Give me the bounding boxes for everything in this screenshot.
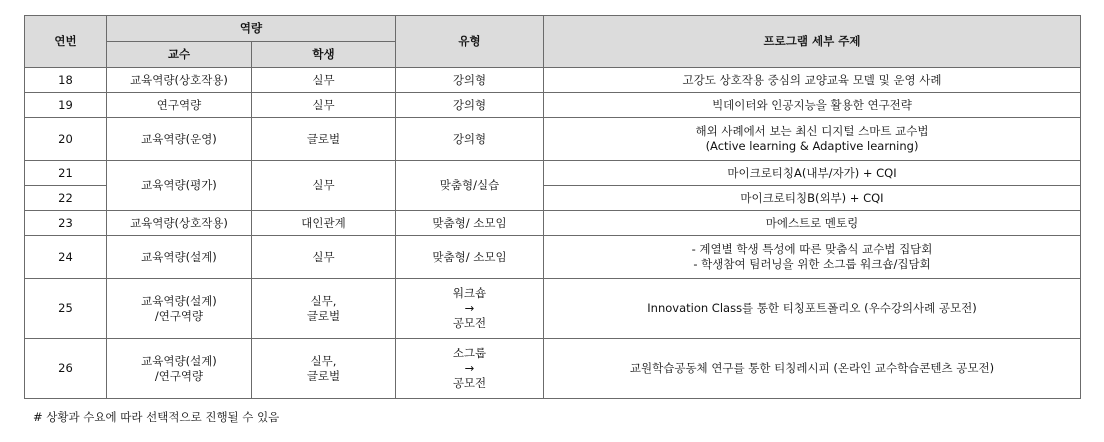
type-line: 공모전 [452, 316, 487, 330]
program-table [24, 15, 1081, 399]
topic-line: 해외 사례에서 보는 최신 디지털 스마트 교수법 [695, 124, 929, 138]
cell-topic: 교원학습공동체 연구를 통한 티칭레시피 (온라인 교수학습콘텐츠 공모전) [544, 339, 1081, 399]
cell-type: 강의형 [396, 93, 544, 118]
student-line: 글로벌 [306, 308, 341, 323]
type-line: 공모전 [452, 376, 487, 390]
footnote: # 상황과 수요에 따라 선택적으로 진행될 수 있음 [33, 410, 280, 424]
header-professor: 교수 [107, 42, 252, 68]
cell-no: 19 [25, 93, 107, 118]
type-line: 워크숍 [452, 286, 487, 300]
cell-type: 맞춤형/ 소모임 [396, 236, 544, 279]
student-line: 실무, [310, 353, 337, 368]
cell-type [396, 339, 544, 399]
cell-topic: Innovation Class를 통한 티칭포트폴리오 (우수강의사례 공모전) [544, 279, 1081, 339]
header-competency: 역량 [107, 16, 396, 42]
table-row [25, 118, 1081, 161]
table-row [25, 236, 1081, 279]
topic-line: - 계열별 학생 특성에 따른 맞춤식 교수법 집담회 [691, 242, 933, 256]
cell-student [252, 339, 396, 399]
cell-professor: 교육역량(상호작용) [107, 68, 252, 93]
cell-professor: 교육역량(상호작용) [107, 211, 252, 236]
table-row [25, 161, 1081, 186]
cell-topic: 빅데이터와 인공지능을 활용한 연구전략 [544, 93, 1081, 118]
cell-student: 실무 [252, 236, 396, 279]
professor-line: 교육역량(설계) [141, 293, 217, 308]
professor-line: /연구역량 [154, 308, 204, 323]
table-row [25, 68, 1081, 93]
table-row [25, 93, 1081, 118]
cell-type: 강의형 [396, 118, 544, 161]
cell-type: 맞춤형/실습 [396, 161, 544, 211]
cell-no: 25 [25, 279, 107, 339]
cell-topic: 고강도 상호작용 중심의 교양교육 모델 및 운영 사례 [544, 68, 1081, 93]
cell-no: 18 [25, 68, 107, 93]
topic-line: - 학생참여 팀러닝을 위한 소그룹 워크숍/집담회 [693, 257, 931, 271]
cell-professor [107, 279, 252, 339]
professor-line: /연구역량 [154, 368, 204, 383]
cell-topic [544, 118, 1081, 161]
header-year: 연번 [25, 16, 107, 68]
topic-line: (Active learning & Adaptive learning) [705, 139, 919, 153]
table-row [25, 279, 1081, 339]
cell-type [396, 279, 544, 339]
header-type: 유형 [396, 16, 544, 68]
cell-topic [544, 236, 1081, 279]
cell-professor: 교육역량(운영) [107, 118, 252, 161]
professor-line: 교육역량(설계) [141, 353, 217, 368]
cell-type: 맞춤형/ 소모임 [396, 211, 544, 236]
cell-no: 21 [25, 161, 107, 186]
cell-no: 23 [25, 211, 107, 236]
cell-professor: 교육역량(설계) [107, 236, 252, 279]
cell-student: 실무 [252, 161, 396, 211]
cell-student: 실무 [252, 68, 396, 93]
cell-topic: 마에스트로 멘토링 [544, 211, 1081, 236]
cell-topic: 마이크로티칭B(외부) + CQI [544, 186, 1081, 211]
cell-student: 글로벌 [252, 118, 396, 161]
cell-student: 실무 [252, 93, 396, 118]
cell-professor: 교육역량(평가) [107, 161, 252, 211]
cell-student [252, 279, 396, 339]
cell-no: 24 [25, 236, 107, 279]
student-line: 글로벌 [306, 368, 341, 383]
cell-no: 20 [25, 118, 107, 161]
cell-student: 대인관계 [252, 211, 396, 236]
cell-type: 강의형 [396, 68, 544, 93]
arrow-down-icon: → [464, 301, 475, 315]
arrow-down-icon: → [464, 361, 475, 375]
cell-topic: 마이크로티칭A(내부/자가) + CQI [544, 161, 1081, 186]
header-student: 학생 [252, 42, 396, 68]
type-line: 소그룹 [452, 346, 487, 360]
cell-professor [107, 339, 252, 399]
header-topic: 프로그램 세부 주제 [544, 16, 1081, 68]
cell-no: 26 [25, 339, 107, 399]
table-row [25, 211, 1081, 236]
table-header-row [25, 16, 1081, 42]
student-line: 실무, [310, 293, 337, 308]
table-row [25, 339, 1081, 399]
cell-no: 22 [25, 186, 107, 211]
cell-professor: 연구역량 [107, 93, 252, 118]
